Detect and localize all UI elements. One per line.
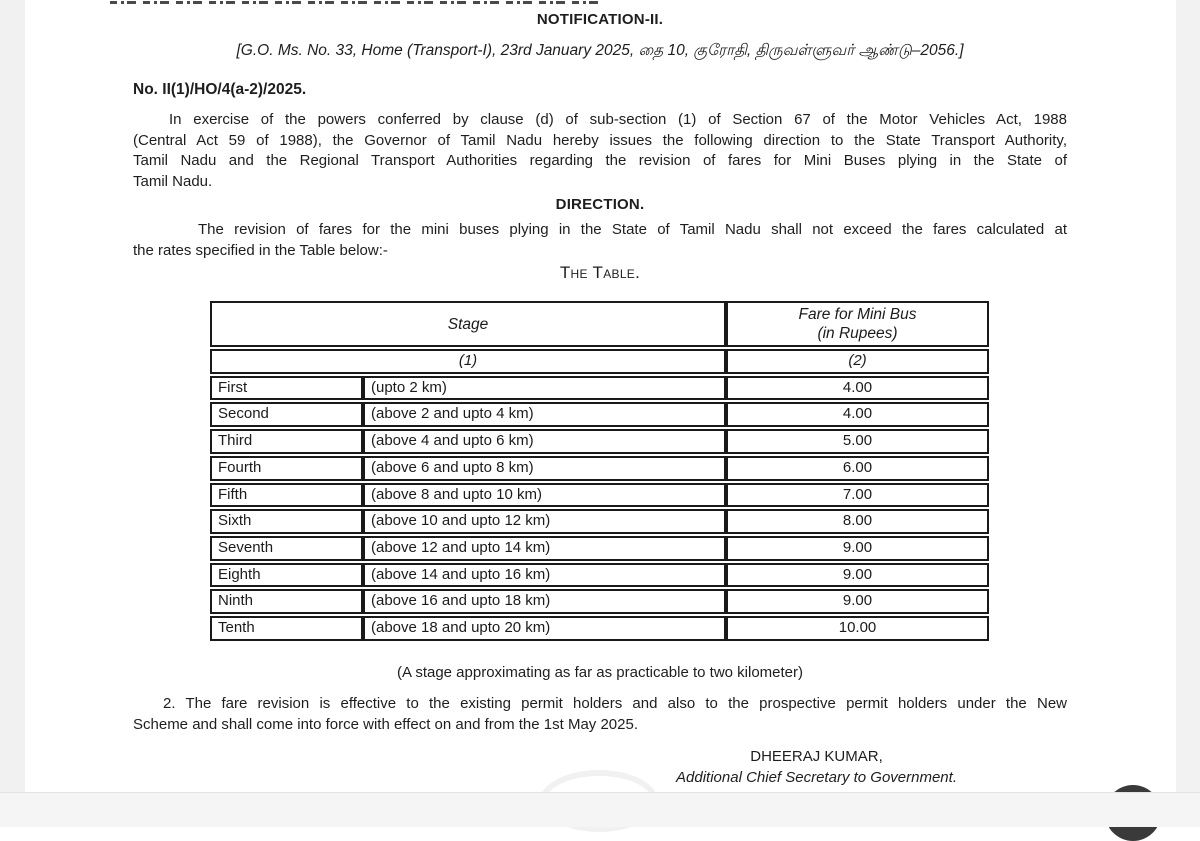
table-row (210, 376, 989, 401)
stage-range-cell: (above 14 and upto 16 km) (363, 563, 726, 588)
clause2-line: 2. The fare revision is effective to the existing permit holders and also to the prospective permit holders under the New (163, 695, 1067, 712)
stage-ordinal-cell: Eighth (210, 563, 363, 588)
fare-header-line1: Fare for Mini Bus (798, 306, 917, 323)
stage-ordinal-cell: Fifth (210, 483, 363, 508)
fare-cell: 9.00 (726, 536, 989, 561)
table-subheader-row (210, 349, 989, 374)
stage-range-cell: (above 2 and upto 4 km) (363, 402, 726, 427)
table-row (210, 402, 989, 427)
stage-range-cell: (above 16 and upto 18 km) (363, 589, 726, 614)
go-reference: [G.O. Ms. No. 33, Home (Transport-I), 23rd January 2025, தை 10, குரோதி, திருவள்ளுவர் ஆண்டு–2056.] (236, 42, 964, 59)
stage-ordinal-cell: Third (210, 429, 363, 454)
fare-table (210, 299, 989, 643)
stage-header-cell: Stage (210, 301, 726, 347)
table-header-row (210, 301, 989, 347)
stage-ordinal-cell: Fourth (210, 456, 363, 481)
fare-cell: 4.00 (726, 376, 989, 401)
stage-ordinal-cell: Ninth (210, 589, 363, 614)
right-margin-strip (1176, 0, 1200, 792)
fare-cell: 9.00 (726, 589, 989, 614)
stage-range-cell: (upto 2 km) (363, 376, 726, 401)
stage-range-cell: (above 6 and upto 8 km) (363, 456, 726, 481)
clause2-paragraph (133, 694, 1067, 735)
fare-cell: 9.00 (726, 563, 989, 588)
stage-ordinal-cell: Tenth (210, 616, 363, 641)
left-margin-strip (0, 0, 25, 792)
table-row (210, 509, 989, 534)
fare-cell: 7.00 (726, 483, 989, 508)
direction-paragraph (133, 220, 1067, 261)
direction-line: The revision of fares for the mini buses plying in the State of Tamil Nadu shall not exceed the fares calculated at (198, 221, 1067, 238)
stage-ordinal-cell: First (210, 376, 363, 401)
table-heading: The Table. (559, 263, 641, 282)
signatory-designation: Additional Chief Secretary to Government. (676, 768, 957, 786)
table-row (210, 456, 989, 481)
direction-line: the rates specified in the Table below:- (133, 241, 388, 259)
stage-ordinal-cell: Second (210, 402, 363, 427)
stage-ordinal-cell: Sixth (210, 509, 363, 534)
bottom-gray-band (0, 792, 1200, 827)
stage-range-cell: (above 12 and upto 14 km) (363, 536, 726, 561)
fare-header-line2: (in Rupees) (817, 325, 898, 342)
table-row (210, 483, 989, 508)
notification-title: NOTIFICATION-II. (536, 11, 664, 28)
preamble-line: (Central Act 59 of 1988), the Governor of Tamil Nadu hereby issues the following direction to the State Transport Authority, (133, 131, 1067, 149)
table-row (210, 589, 989, 614)
table-note: (A stage approximating as far as practicable to two kilometer) (396, 664, 804, 681)
stage-ordinal-cell: Seventh (210, 536, 363, 561)
fare-header-cell (726, 301, 989, 347)
table-row (210, 536, 989, 561)
stage-range-cell: (above 4 and upto 6 km) (363, 429, 726, 454)
preamble-line: In exercise of the powers conferred by clause (d) of sub-section (1) of Section 67 of the Motor Vehicles Act, 1988 (169, 111, 1067, 128)
table-row (210, 429, 989, 454)
fare-col-number-cell: (2) (726, 349, 989, 374)
file-number: No. II(1)/HO/4(a-2)/2025. (133, 81, 307, 98)
signatory-name: DHEERAJ KUMAR, (750, 748, 883, 765)
stage-range-cell: (above 10 and upto 12 km) (363, 509, 726, 534)
signature-block (676, 747, 957, 788)
stage-range-cell: (above 8 and upto 10 km) (363, 483, 726, 508)
preamble-line: Tamil Nadu. (133, 173, 213, 191)
fare-cell: 10.00 (726, 616, 989, 641)
document-content (133, 0, 1067, 792)
clause2-line: Scheme and shall come into force with effect on and from the 1st May 2025. (133, 715, 638, 733)
fare-cell: 4.00 (726, 402, 989, 427)
preamble-line: Tamil Nadu and the Regional Transport Authorities regarding the revision of fares for Mini Buses plying in the State of (133, 152, 1067, 170)
fare-cell: 5.00 (726, 429, 989, 454)
direction-heading: DIRECTION. (555, 196, 645, 213)
preamble-paragraph (133, 110, 1067, 193)
fare-cell: 8.00 (726, 509, 989, 534)
table-row (210, 563, 989, 588)
fare-cell: 6.00 (726, 456, 989, 481)
stage-col-number-cell: (1) (210, 349, 726, 374)
stage-range-cell: (above 18 and upto 20 km) (363, 616, 726, 641)
table-row (210, 616, 989, 641)
